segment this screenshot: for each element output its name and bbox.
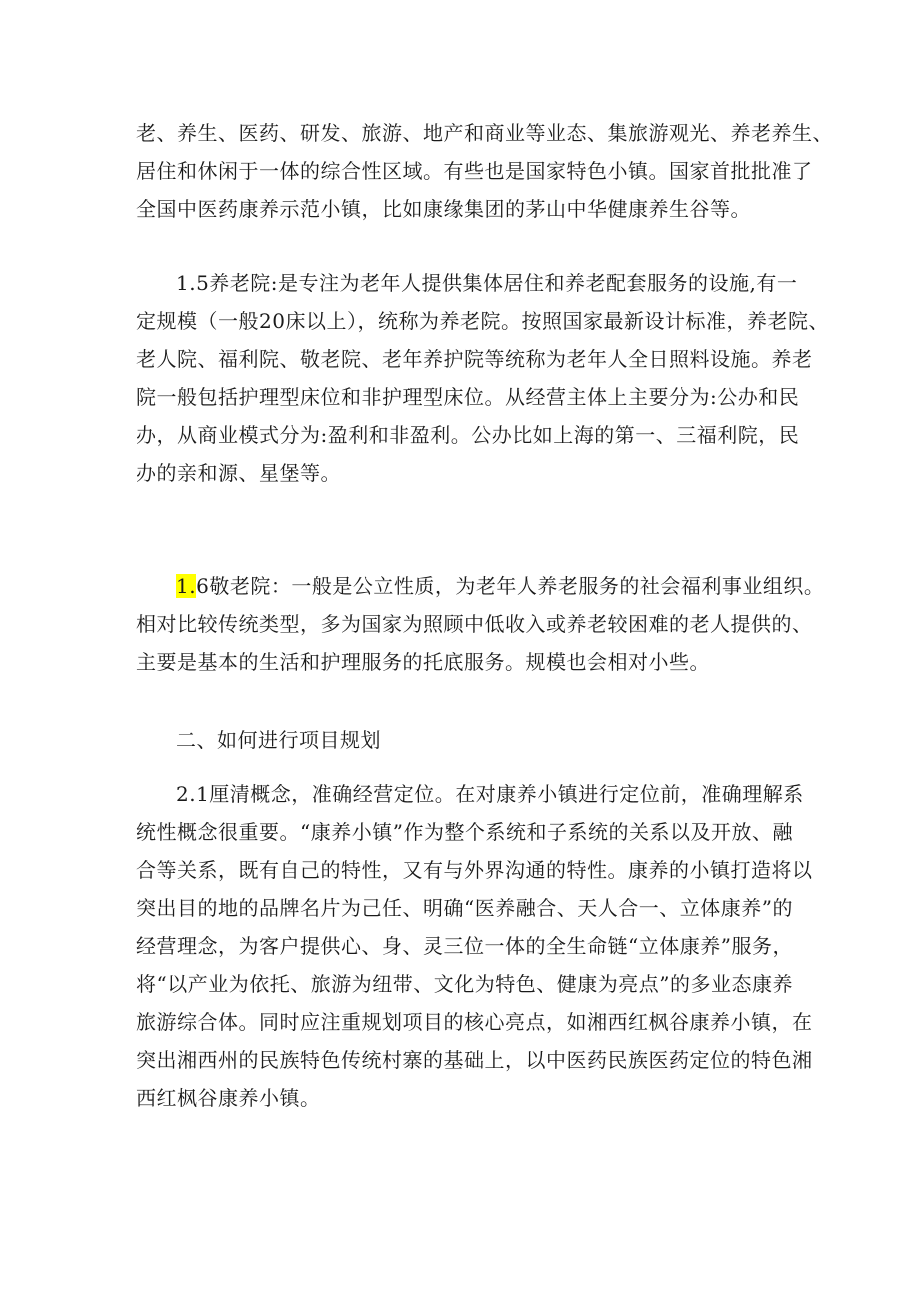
paragraph-line xyxy=(136,567,825,605)
paragraph-line: 将“以产业为依托、旅游为纽带、文化为特色、健康为亮点”的多业态康养 xyxy=(136,972,793,996)
paragraph-line: 经营理念，为客户提供心、身、灵三位一体的全生命链“立体康养”服务， xyxy=(136,934,793,958)
paragraph-line: 西红枫谷康养小镇。 xyxy=(136,1086,321,1110)
paragraph-line: 老人院、福利院、敬老院、老年养护院等统称为老年人全日照料设施。养老 xyxy=(136,347,813,371)
paragraph-line: 全国中医药康养示范小镇，比如康缘集团的茅山中华健康养生谷等。 xyxy=(136,197,751,221)
paragraph-kangyang-town-continued xyxy=(136,114,833,228)
paragraph-line: 院一般包括护理型床位和非护理型床位。从经营主体上主要分为:公办和民 xyxy=(136,385,800,409)
paragraph-line-rest: 6敬老院：一般是公立性质，为老年人养老服务的社会福利事业组织。 xyxy=(196,574,825,598)
paragraph-line: 办的亲和源、星堡等。 xyxy=(136,461,341,485)
paragraph-elderly-home xyxy=(136,567,825,681)
paragraph-line: 1.5养老院:是专注为老年人提供集体居住和养老配套服务的设施,有一 xyxy=(176,271,798,295)
paragraph-line: 定规模（一般20床以上），统称为养老院。按照国家最新设计标准，养老院、 xyxy=(136,309,829,333)
paragraph-clarify-concept xyxy=(136,775,813,1117)
paragraph-line: 旅游综合体。同时应注重规划项目的核心亮点，如湘西红枫谷康养小镇，在 xyxy=(136,1010,813,1034)
paragraph-nursing-home xyxy=(136,264,829,492)
paragraph-line: 突出湘西州的民族特色传统村寨的基础上，以中医药民族医药定位的特色湘 xyxy=(136,1048,813,1072)
paragraph-line: 2.1厘清概念，准确经营定位。在对康养小镇进行定位前，准确理解系 xyxy=(176,782,804,806)
paragraph-line: 办，从商业模式分为:盈利和非盈利。公办比如上海的第一、三福利院，民 xyxy=(136,423,800,447)
paragraph-line: 统性概念很重要。“康养小镇”作为整个系统和子系统的关系以及开放、融 xyxy=(136,820,793,844)
section-heading xyxy=(136,721,796,759)
paragraph-line: 主要是基本的生活和护理服务的托底服务。规模也会相对小些。 xyxy=(136,650,710,674)
section-heading-text: 二、如何进行项目规划 xyxy=(176,728,381,752)
highlighted-text: 1. xyxy=(176,574,197,598)
paragraph-line: 合等关系，既有自己的特性，又有与外界沟通的特性。康养的小镇打造将以 xyxy=(136,858,813,882)
paragraph-line: 突出目的地的品牌名片为己任、明确“医养融合、天人合一、立体康养”的 xyxy=(136,896,793,920)
paragraph-line: 居住和休闲于一体的综合性区域。有些也是国家特色小镇。国家首批批准了 xyxy=(136,159,813,183)
paragraph-line: 老、养生、医药、研发、旅游、地产和商业等业态、集旅游观光、养老养生、 xyxy=(136,121,833,145)
paragraph-line: 相对比较传统类型，多为国家为照顾中低收入或养老较困难的老人提供的、 xyxy=(136,612,813,636)
